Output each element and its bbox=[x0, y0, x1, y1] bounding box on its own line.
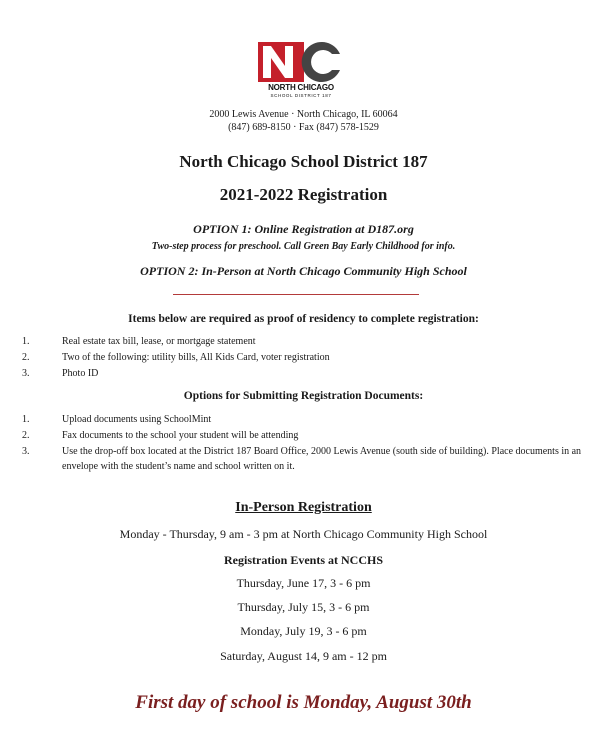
in-person-heading: In-Person Registration bbox=[235, 500, 372, 515]
logo-name: NORTH CHICAGO bbox=[268, 83, 334, 92]
list-item: 1. Upload documents using SchoolMint bbox=[22, 414, 212, 425]
list-item: 2. Two of the following: utility bills, All Kids Card, voter registration bbox=[22, 352, 330, 363]
residency-list bbox=[22, 334, 582, 382]
list-item: 3. Use the drop-off box located at the District 187 Board Office, 2000 Lewis Avenue (south side of building). Place documents in an envelope with the student’s name and school written on it. bbox=[22, 446, 582, 472]
in-person-hours: Monday - Thursday, 9 am - 3 pm at North Chicago Community High School bbox=[119, 527, 488, 541]
divider bbox=[173, 294, 419, 295]
first-day-notice: First day of school is Monday, August 30th bbox=[135, 692, 472, 713]
district-logo bbox=[258, 42, 344, 104]
event-item: Thursday, June 17, 3 - 6 pm bbox=[236, 576, 371, 590]
residency-heading: Items below are required as proof of residency to complete registration: bbox=[128, 313, 479, 325]
list-item: 3. Photo ID bbox=[22, 368, 99, 379]
option-1: OPTION 1: Online Registration at D187.org bbox=[193, 222, 414, 236]
submitting-list bbox=[22, 412, 582, 474]
event-item: Monday, July 19, 3 - 6 pm bbox=[240, 624, 367, 638]
address-line-2: (847) 689-8150 · Fax (847) 578-1529 bbox=[228, 122, 379, 133]
address-line-1: 2000 Lewis Avenue · North Chicago, IL 60064 bbox=[209, 109, 398, 120]
event-item: Saturday, August 14, 9 am - 12 pm bbox=[220, 649, 387, 663]
nc-logo-mark bbox=[258, 42, 342, 82]
event-item: Thursday, July 15, 3 - 6 pm bbox=[237, 600, 370, 614]
logo-subname: SCHOOL DISTRICT 187 bbox=[270, 93, 332, 98]
events-heading: Registration Events at NCCHS bbox=[224, 553, 383, 567]
option-2: OPTION 2: In-Person at North Chicago Community High School bbox=[140, 264, 467, 278]
page-subtitle: 2021-2022 Registration bbox=[219, 185, 388, 204]
list-item: 2. Fax documents to the school your student will be attending bbox=[22, 430, 299, 441]
list-item: 1. Real estate tax bill, lease, or mortgage statement bbox=[22, 336, 256, 347]
option-1-note: Two-step process for preschool. Call Green Bay Early Childhood for info. bbox=[151, 241, 456, 252]
submitting-heading: Options for Submitting Registration Documents: bbox=[183, 390, 424, 402]
page-title: North Chicago School District 187 bbox=[179, 152, 428, 171]
